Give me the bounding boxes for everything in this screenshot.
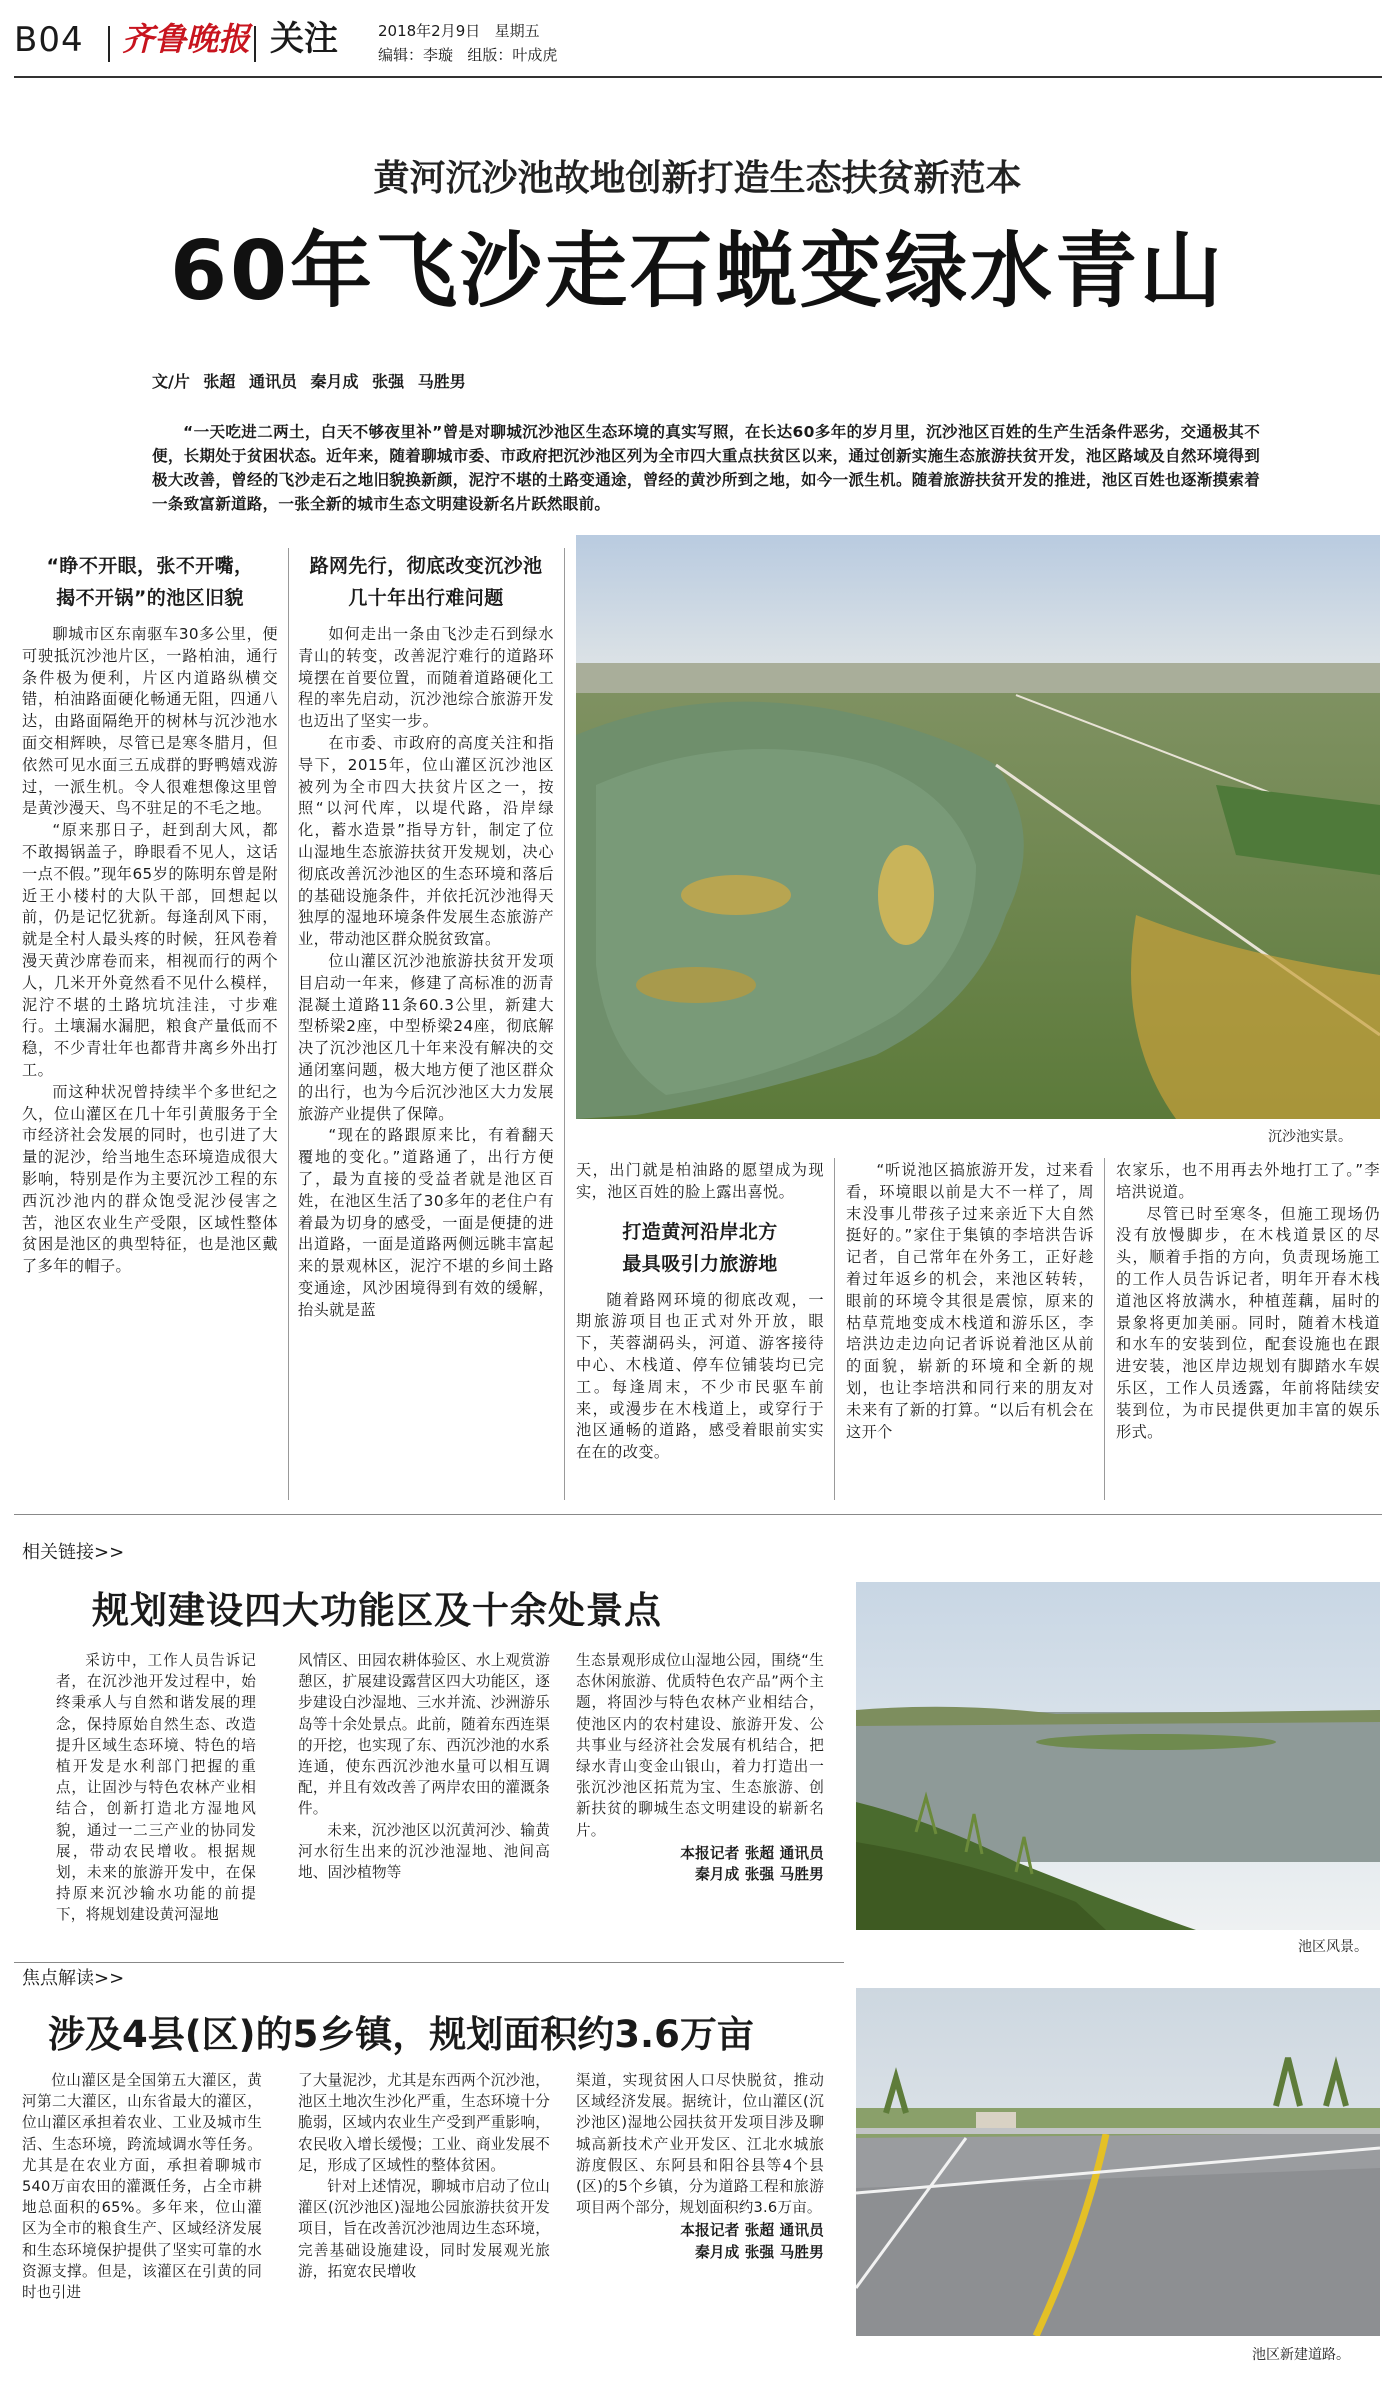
weekday: 星期五 (494, 22, 540, 40)
editor: 编辑：李璇 (378, 46, 454, 64)
focus-title: 涉及4县(区)的5乡镇，规划面积约3.6万亩 (48, 2013, 754, 2056)
subhead-tourism (576, 1216, 824, 1280)
paragraph: 天，出门就是柏油路的愿望成为现实，池区百姓的脸上露出喜悦。 (576, 1161, 824, 1201)
layout-editor: 组版：叶成虎 (467, 46, 558, 64)
paragraph: 针对上述情况，聊城市启动了位山灌区(沉沙池区)湿地公园旅游扶贫开发项目，旨在改善沉沙池周边生态环境，完善基础设施建设，同时发展观光旅游，拓宽农民增收 (298, 2178, 550, 2280)
paragraph: 在市委、市政府的高度关注和指导下，2015年，位山灌区沉沙池区被列为全市四大扶贫片区之一，按照“以河代库，以堤代路，沿岸绿化，蓄水造景”指导方针，制定了位山湿地生态旅游扶贫开发规划，决心彻底改善沉沙池区的生态环境和落后的基础设施条件，并依托沉沙池得天独厚的湿地环境条件发展生态旅游产业，带动池区群众脱贫致富。 (298, 733, 554, 949)
related-column-1 (56, 1650, 256, 1926)
column-1 (22, 550, 278, 1278)
subhead-old-look (22, 550, 278, 614)
photo-caption: 池区新建道路。 (1252, 2347, 1350, 2363)
byline: 文/片 张超 通讯员 秦月成 张强 马胜男 (152, 372, 466, 391)
focus-column-1 (22, 2070, 262, 2303)
credit-line: 本报记者 张超 通讯员 (680, 2222, 824, 2240)
paragraph: 了大量泥沙，尤其是东西两个沉沙池，池区土地次生沙化严重，生态环境十分脆弱，区域内农业生产受到严重影响，农民收入增长缓慢；工业、商业发展不足，形成了区域性的整体贫困。 (298, 2072, 550, 2174)
column-5 (1116, 1160, 1380, 1443)
lead-paragraph (152, 420, 1260, 516)
masthead-rule (14, 76, 1382, 78)
paragraph: 渠道，实现贫困人口尽快脱贫，推动区域经济发展。据统计，位山灌区(沉沙池区)湿地公园扶贫开发项目涉及聊城高新技术产业开发区、江北水城旅游度假区、东阿县和阳谷县等4个县(区)的5个乡镇，分为道路工程和旅游项目两个部分，规划面积约3.6万亩。 (576, 2072, 824, 2217)
paragraph: 风情区、田园农耕体验区、水上观赏游憩区，扩展建设露营区四大功能区，逐步建设白沙湿地、三水并流、沙洲游乐岛等十余处景点。此前，随着东西连渠的开挖，也实现了东、西沉沙池的水系连通，使东西沉沙池水量可以相互调配，并且有效改善了两岸农田的灌溉条件。 (298, 1652, 550, 1818)
issue-date (378, 20, 540, 42)
photo-caption: 沉沙池实景。 (1268, 1129, 1352, 1145)
credit-line: 本报记者 张超 通讯员 (680, 1844, 824, 1862)
credit (576, 2220, 824, 2262)
masthead (0, 0, 1395, 76)
divider (108, 26, 110, 62)
section-rule (14, 1962, 844, 1963)
paragraph: “听说池区搞旅游开发，过来看看，环境眼以前是大不一样了，周末没事儿带孩子过来亲近下大自然挺好的。”家住于集镇的李培洪告诉记者，自己常年在外务工，正好趁着过年返乡的机会，来池区转转，眼前的环境令其很是震惊，原来的枯草荒地变成木栈道和游乐区，李培洪边走边向记者诉说着池区从前的面貌，崭新的环境和全新的规划，也让李培洪和同行来的朋友对未来有了新的打算。“以后有机会在这开个 (846, 1161, 1094, 1441)
column-2 (298, 550, 554, 1322)
related-column-3 (576, 1650, 824, 1885)
photo-caption: 池区风景。 (1298, 1939, 1368, 1955)
paragraph: “原来那日子，赶到刮大风，都不敢揭锅盖子，睁眼看不见人，这话一点不假。”现年65岁的陈明东曾是附近王小楼村的大队干部，回想起以前，仍是记忆犹新。每逢刮风下雨，就是全村人最头疼的时候，狂风卷着漫天黄沙席卷而来，相视而行的两个人，几米开外竟然看不见什么模样，泥泞不堪的土路坑坑洼洼，寸步难行。土壤漏水漏肥，粮食产量低而不稳，不少青壮年也都背井离乡外出打工。 (22, 821, 278, 1079)
column-3 (576, 1160, 824, 1464)
page-number: B04 (14, 20, 84, 60)
column-rule (1104, 1158, 1105, 1500)
subhead-line: “睁不开眼，张不开嘴， (46, 555, 254, 577)
subhead-line: 最具吸引力旅游地 (622, 1252, 778, 1275)
column-rule (564, 548, 565, 1500)
paragraph: 随着路网环境的彻底改观，一期旅游项目也正式对外开放，眼下，芙蓉湖码头，河道、游客接待中心、木栈道、停车位铺装均已完工。每逢周末，不少市民驱车前来，或漫步在木栈道上，或穿行于池区通畅的道路，感受着眼前实实在在的改变。 (576, 1290, 824, 1462)
lead-text: “一天吃进二两土，白天不够夜里补”曾是对聊城沉沙池区生态环境的真实写照，在长达60多年的岁月里，沉沙池区百姓的生产生活条件恶劣，交通极其不便，长期处于贫困状态。近年来，随着聊城市委、市政府把沉沙池区列为全市四大重点扶贫区以来，通过创新实施生态旅游扶贫开发，池区路域及自然环境得到极大改善，曾经的飞沙走石之地旧貌换新颜，泥泞不堪的土路变通途，曾经的黄沙所到之地，如今一派生机。随着旅游扶贫开发的推进，池区百姓也逐渐摸索着一条致富新道路，一张全新的城市生态文明建设新名片跃然眼前。 (152, 423, 1260, 513)
column-rule (834, 1158, 835, 1500)
paragraph: 尽管已时至寒冬，但施工现场仍没有放慢脚步，在木栈道景区的尽头，顺着手指的方向，负责现场施工的工作人员告诉记者，明年开春木栈道池区将放满水，种植莲藕，届时的景象将更加美丽。同时，随着木栈道和水车的安装到位，配套设施也在跟进安装，池区岸边规划有脚踏水车娱乐区，工作人员透露，年前将陆续安装到位，为市民提供更加丰富的娱乐形式。 (1116, 1204, 1380, 1441)
paper-logo: 齐鲁晚报 (122, 20, 251, 58)
photo-new-road (856, 1988, 1380, 2336)
photo-scenery (856, 1582, 1380, 1930)
subhead-roads (298, 550, 554, 614)
credit-line: 秦月成 张强 马胜男 (695, 1866, 824, 1884)
main-headline: 60年飞沙走石蜕变绿水青山 (169, 224, 1226, 319)
aerial-wetland-image (576, 535, 1380, 1119)
paragraph: 采访中，工作人员告诉记者，在沉沙池开发过程中，始终秉承人与自然和谐发展的理念，保持原始自然生态、改造提升区域生态环境、特色的培植开发是水利部门把握的重点，让固沙与特色农林产业相结合，创新打造北方湿地风貌，通过一二三产业的协同发展，带动农民增收。根据规划，未来的旅游开发中，在保持原来沉沙输水功能的前提下，将规划建设黄河湿地 (56, 1652, 256, 1924)
column-rule (288, 548, 289, 1500)
paragraph: 位山灌区是全国第五大灌区，黄河第二大灌区，山东省最大的灌区，位山灌区承担着农业、工业及城市生活、生态环境，跨流域调水等任务。尤其是在农业方面，承担着聊城市540万亩农田的灌溉任务，占全市耕地总面积的65%。多年来，位山灌区为全市的粮食生产、区域经济发展和生态环境保护提供了坚实可靠的水资源支撑。但是，该灌区在引黄的同时也引进 (22, 2072, 262, 2302)
paragraph: 生态景观形成位山湿地公园，围绕“生态休闲旅游、优质特色农产品”两个主题，将固沙与特色农林产业相结合，使池区内的农村建设、旅游开发、公共事业与经济社会发展有机结合，把绿水青山变金山银山，着力打造出一张沉沙池区拓荒为宝、生态旅游、创新扶贫的聊城生态文明建设的崭新名片。 (576, 1652, 824, 1839)
paragraph: 农家乐，也不用再去外地打工了。”李培洪说道。 (1116, 1161, 1380, 1201)
related-tag: 相关链接>> (22, 1542, 125, 1563)
focus-tag: 焦点解读>> (22, 1968, 125, 1989)
paragraph: 未来，沉沙池区以沉黄河沙、输黄河水衍生出来的沉沙池湿地、池间高地、固沙植物等 (298, 1821, 550, 1882)
subhead-line: 几十年出行难问题 (348, 587, 504, 609)
editors (378, 44, 557, 66)
new-road-image (856, 1988, 1380, 2336)
section-name: 关注 (270, 19, 338, 59)
related-title: 规划建设四大功能区及十余处景点 (92, 1589, 662, 1632)
paragraph: “现在的路跟原来比，有着翻天覆地的变化。”道路通了，出行方便了，最为直接的受益者就是池区百姓，在池区生活了30多年的老住户有着最为切身的感受，一面是便捷的进出道路，一面是道路两侧远眺丰富起来的景观林区，泥泞不堪的乡间土路变通途，风沙困境得到有效的缓解，抬头就是蓝 (298, 1126, 554, 1319)
column-4 (846, 1160, 1094, 1443)
paragraph: 如何走出一条由飞沙走石到绿水青山的转变，改善泥泞难行的道路环境摆在首要位置，而随着道路硬化工程的率先启动，沉沙池综合旅游开发也迈出了坚实一步。 (298, 625, 554, 731)
section-rule (14, 1514, 1382, 1515)
credit-line: 秦月成 张强 马胜男 (695, 2243, 824, 2261)
paragraph: 聊城市区东南驱车30多公里，便可驶抵沉沙池片区，一路柏油，通行条件极为便利，片区内道路纵横交错，柏油路面硬化畅通无阻，四通八达，由路面隔绝开的树林与沉沙池水面交相辉映，尽管已是寒冬腊月，但依然可见水面三五成群的野鸭嬉戏游过，一派生机。令人很难想像这里曾是黄沙漫天、鸟不驻足的不毛之地。 (22, 625, 278, 818)
lake-scenery-image (856, 1582, 1380, 1930)
photo-sedimentation-pond (576, 535, 1380, 1119)
kicker: 黄河沉沙池故地创新打造生态扶贫新范本 (373, 158, 1022, 199)
divider (254, 26, 256, 62)
date: 2018年2月9日 (378, 22, 481, 40)
related-column-2 (298, 1650, 550, 1883)
paragraph: 位山灌区沉沙池旅游扶贫开发项目启动一年来，修建了高标准的沥青混凝土道路11条60.3公里，新建大型桥梁2座，中型桥梁24座，彻底解决了沉沙池区几十年来没有解决的交通闭塞问题，极大地方便了池区群众的出行，也为今后沉沙池区大力发展旅游产业提供了保障。 (298, 951, 554, 1123)
focus-column-3 (576, 2070, 824, 2263)
subhead-line: 打造黄河沿岸北方 (622, 1220, 778, 1243)
credit (576, 1843, 824, 1885)
paragraph: 而这种状况曾持续半个多世纪之久，位山灌区在几十年引黄服务于全市经济社会发展的同时，也引进了大量的泥沙，给当地生态环境造成很大影响，特别是作为主要沉沙工程的东西沉沙池内的群众饱受泥沙侵害之苦，池区农业生产受限，区域性整体贫困是池区的典型特征，也是池区戴了多年的帽子。 (22, 1082, 278, 1276)
subhead-line: 揭不开锅”的池区旧貌 (56, 587, 244, 609)
subhead-line: 路网先行，彻底改变沉沙池 (309, 555, 543, 577)
focus-column-2 (298, 2070, 550, 2282)
